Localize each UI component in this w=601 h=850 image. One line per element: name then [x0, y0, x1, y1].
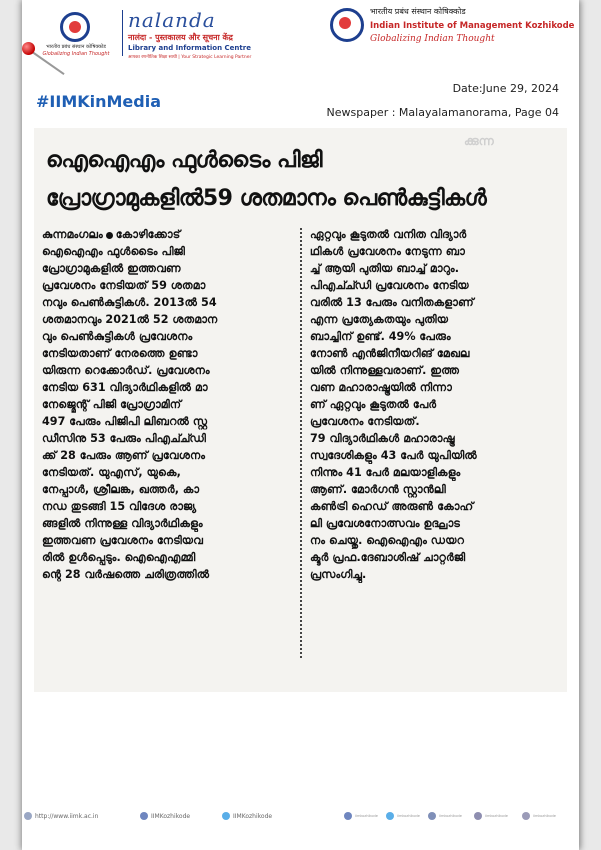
instagram-icon: [474, 812, 482, 820]
text-line: ഥികൾ പ്രവേശനം നേടുന്ന ബാ: [310, 245, 465, 258]
header-divider: [122, 10, 123, 56]
text-line: നേടിയ 631 വിദ്യാർഥികളിൽ മാ: [42, 381, 208, 394]
twitter-link[interactable]: [222, 812, 272, 820]
text-line: രിൽ ഉൾപ്പെടും. ഐഐഎമ്മി: [42, 551, 196, 564]
nalanda-english: Library and Information Centre: [128, 44, 251, 52]
social-handle: iimkozhikode: [439, 814, 462, 818]
twitter-icon: [222, 812, 230, 820]
iim-name-hindi: भारतीय प्रबंध संस्थान कोषिक्कोड: [370, 7, 466, 16]
text-line: ക്ക് 28 പേരും ആണ് പ്രവേശനം: [42, 449, 206, 462]
facebook-icon: [344, 812, 352, 820]
iimk-emblem-logo: [330, 8, 364, 42]
text-line: കൺട്രി ഹെഡ് അരുൺ കോഹ്: [310, 500, 474, 513]
youtube-icon: [522, 812, 530, 820]
text-line: ബാച്ചിന് ഉണ്ട്. 49% പേരും: [310, 330, 451, 343]
website-link[interactable]: [24, 812, 98, 820]
facebook-link[interactable]: [140, 812, 190, 820]
text-line: ച്ച് ആയി പുതിയ ബാച്ച് മാറും.: [310, 262, 459, 275]
seal-caption-tagline: Globalizing Indian Thought: [42, 51, 110, 57]
social-link-4[interactable]: [474, 812, 508, 820]
facebook-icon: [140, 812, 148, 820]
text-line: ന്റെ 28 വർഷത്തെ ചരിത്രത്തിൽ: [42, 568, 210, 581]
text-line: ഇത്തവണ പ്രവേശനം നേടിയവ: [42, 534, 204, 547]
text-line: വരിൽ 13 പേരും വനിതകളാണ്: [310, 296, 474, 309]
hashtag: #IIMKinMedia: [36, 92, 162, 111]
social-link-2[interactable]: [386, 812, 420, 820]
text-line: യിരുന്ന റെക്കോർഡ്. പ്രവേശനം: [42, 364, 210, 377]
text-line: നേജ്മെന്റ് പിജി പ്രോഗ്രാമിന്: [42, 398, 182, 411]
publication-date: Date:June 29, 2024: [452, 82, 559, 95]
text-line: യിൽ നിന്നുള്ളവരാണ്. ഇത്ത: [310, 364, 460, 377]
social-handle: iimkozhikode: [485, 814, 508, 818]
text-line: പ്രസംഗിച്ചു.: [310, 568, 367, 581]
social-handle: iimkozhikode: [533, 814, 556, 818]
text-line: നഡ തുടങ്ങി 15 വിദേശ രാജ്യ: [42, 500, 197, 513]
seal-caption-hindi: भारतीय प्रबंध संस्थान कोषिक्कोड: [46, 44, 106, 50]
iim-tagline: Globalizing Indian Thought: [370, 34, 495, 44]
linkedin-icon: [428, 812, 436, 820]
social-handle: iimkozhikode: [397, 814, 420, 818]
seal-caption: [32, 44, 120, 58]
text-line: നേടിയത്. യുഎസ്, യുകെ,: [42, 466, 181, 479]
text-line: 497 പേരും പിജിപി ലിബറൽ സ്റ്റ: [42, 415, 208, 428]
text-line: വും പെൺകുട്ടികൾ പ്രവേശനം: [42, 330, 193, 343]
article-column-1: [42, 226, 290, 583]
twitter-text: IIMKozhikode: [233, 812, 273, 820]
facebook-text: IIMKozhikode: [151, 812, 191, 820]
text-line: ക്ടർ പ്രഫ.ദേബാശിഷ് ചാറ്റർജി: [310, 551, 466, 564]
social-link-5[interactable]: [522, 812, 556, 820]
text-line: നിന്നും 41 പേർ മലയാളികളും: [310, 466, 461, 479]
headline-line: പ്രോഗ്രാമുകളിൽ59 ശതമാനം പെൺകുട്ടികൾ: [46, 186, 487, 211]
nalanda-logo-title: nalanda: [128, 8, 216, 32]
text-line: പിഎച്ച്ഡി പ്രവേശനം നേടിയ: [310, 279, 469, 292]
text-line: നേപ്പാൾ, ശ്രീലങ്ക, ഖത്തർ, കാ: [42, 483, 200, 496]
globe-icon: [24, 812, 32, 820]
twitter-icon: [386, 812, 394, 820]
text-line: എന്ന പ്രത്യേകതയും പുതിയ: [310, 313, 449, 326]
text-line: ഏറ്റവും കൂടുതൽ വനിത വിദ്യാർ: [310, 228, 467, 241]
bullet-icon: [106, 232, 113, 239]
newspaper-source: Newspaper : Malayalamanorama, Page 04: [326, 106, 559, 119]
text-line: ഐഐഎം ഫുൾടൈം പിജി: [42, 245, 185, 258]
text-line: സ്വദേശികളും 43 പേർ യുപിയിൽ: [310, 449, 477, 462]
text-line: നോൺ എൻജിനീയറിങ് മേഖല: [310, 347, 470, 360]
text-line: ണ് ഏറ്റവും കൂടുതൽ പേർ: [310, 398, 437, 411]
text-line: ങ്ങളിൽ നിന്നുള്ള വിദ്യാർഥികളും: [42, 517, 203, 530]
nalanda-tagline: आपका रणनीतिक शिक्षा साथी | Your Strategic Learning Partner: [128, 55, 252, 60]
text-line: പ്രവേശനം നേടിയത് 59 ശതമാ: [42, 279, 206, 292]
article-column-2: [310, 226, 558, 583]
text-line: ലി പ്രവേശനോത്സവം ഉദ്ഘാട: [310, 517, 460, 530]
social-handle: iimkozhikode: [355, 814, 378, 818]
column-divider: [300, 228, 302, 658]
text-line: പ്രോഗ്രാമുകളിൽ ഇത്തവണ: [42, 262, 181, 275]
newspaper-clipping: [34, 128, 567, 692]
text-line: നേടിയതാണ് നേരത്തെ ഉണ്ടാ: [42, 347, 198, 360]
headline-line: ഐഐഎം ഫുൾടൈം പിജി: [46, 148, 322, 173]
text-line: നവും പെൺകുട്ടികൾ. 2013ൽ 54: [42, 296, 217, 309]
iim-seal-logo: [60, 12, 90, 42]
dateline: [42, 226, 290, 243]
text-line: ആണ്. മോർഗൻ സ്റ്റാൻലി: [310, 483, 446, 496]
dateline-city: കോഴിക്കോട്: [115, 228, 181, 241]
dateline-place: കുന്നമംഗലം: [42, 228, 103, 241]
nalanda-hindi: नालंदा - पुस्तकालय और सूचना केंद्र: [128, 33, 233, 42]
social-link-3[interactable]: [428, 812, 462, 820]
text-line: വണ മഹാരാഷ്ട്രയിൽ നിന്നാ: [310, 381, 452, 394]
text-line: ശതമാനവും 2021ൽ 52 ശതമാന: [42, 313, 218, 326]
article-headline: [46, 142, 566, 218]
footer: [22, 808, 579, 826]
bleed-through-text: ക്കുന്ന: [464, 134, 494, 148]
social-link-1[interactable]: [344, 812, 378, 820]
text-line: ഡീസിനു 53 പേരും പിഎച്ച്ഡി: [42, 432, 206, 445]
page: [22, 0, 579, 850]
text-line: 79 വിദ്യാർഥികൾ മഹാരാഷ്ട്ര: [310, 432, 455, 445]
text-line: പ്രവേശനം നേടിയത്.: [310, 415, 420, 428]
text-line: നം ചെയ്തു. ഐഐഎം ഡയറ: [310, 534, 465, 547]
iim-name-english: Indian Institute of Management Kozhikode: [370, 21, 575, 31]
header: [22, 0, 579, 70]
website-text: http://www.iimk.ac.in: [35, 812, 99, 820]
